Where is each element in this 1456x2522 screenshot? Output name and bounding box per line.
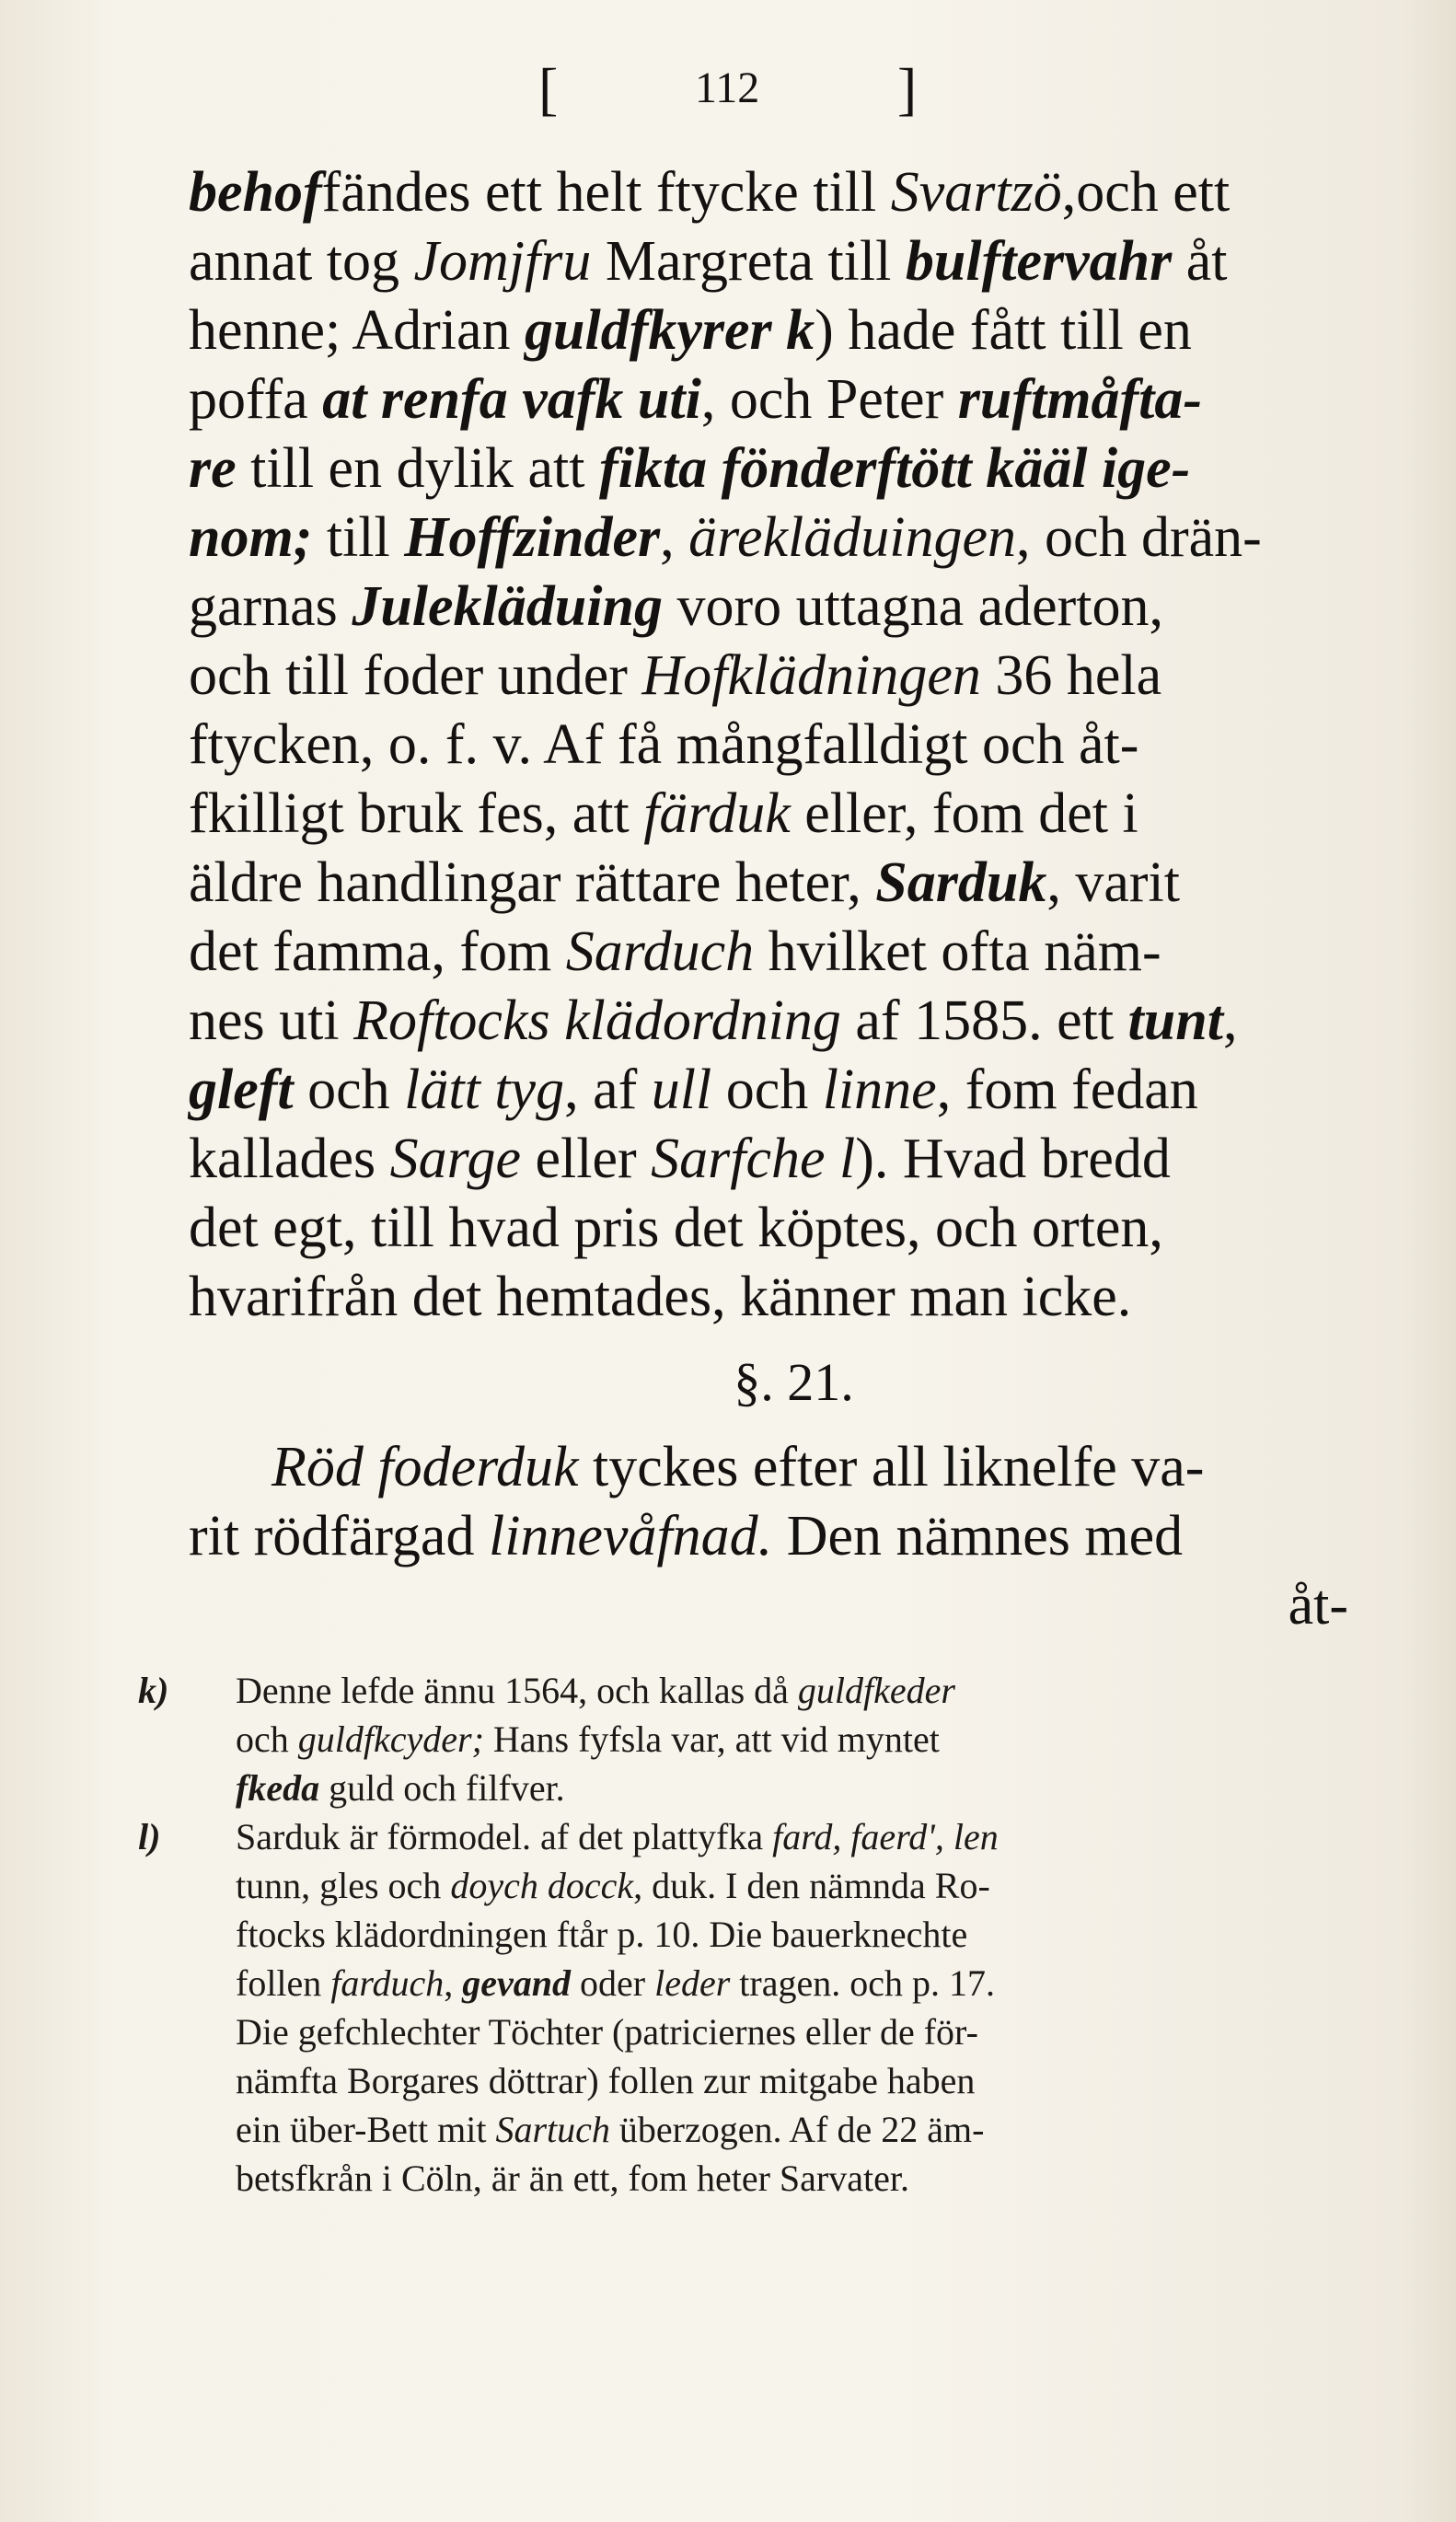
text-line <box>189 434 1362 503</box>
italic-term: fikta fönderftött kääl ige- <box>599 437 1191 500</box>
footnote-line <box>138 2105 1371 2154</box>
footnote-line <box>138 1764 1371 1812</box>
footnote-marker: l) <box>138 1816 161 1857</box>
italic-term: leder <box>654 1962 731 2004</box>
text-run: tragen. och p. 17. <box>730 1962 995 2004</box>
footnote-line <box>138 1715 1371 1764</box>
italic-term: Roftocks klädordning <box>353 989 841 1052</box>
text-run: überzogen. Af de 22 äm- <box>609 2109 985 2150</box>
italic-term: Julekläduing <box>352 575 663 638</box>
text-line <box>189 642 1362 711</box>
text-run: Denne lefde ännu 1564, och kallas då <box>236 1670 798 1711</box>
text-run: ) hade fått till en <box>815 299 1192 362</box>
text-line <box>189 365 1362 434</box>
text-line: ftycken, o. f. v. Af få mångfalldigt och åt- <box>189 713 1139 776</box>
text-run: kallades <box>189 1128 390 1190</box>
text-run: och <box>711 1059 823 1121</box>
footnote-line: nämfta Borgares döttrar) follen zur mitgabe haben <box>236 2060 976 2101</box>
italic-term: fard, faerd', len <box>772 1816 999 1857</box>
text-run: eller, fom det i <box>790 782 1138 845</box>
text-run: Margreta till <box>591 230 906 293</box>
text-run: oder <box>571 1962 655 2004</box>
text-line <box>189 918 1362 987</box>
italic-term: Sartuch <box>495 2109 610 2150</box>
text-run: voro uttagna aderton, <box>662 575 1163 638</box>
italic-term: gleft <box>189 1059 294 1121</box>
text-line <box>189 849 1362 918</box>
footnote-marker: k) <box>138 1670 169 1711</box>
text-run: , <box>1222 989 1238 1052</box>
text-run: nes uti <box>189 989 354 1052</box>
italic-term: guldfkyrer k <box>525 299 815 362</box>
italic-term: ull <box>651 1059 712 1121</box>
text-run: ). Hvad bredd <box>855 1128 1171 1190</box>
text-run: , fom fedan <box>936 1059 1198 1121</box>
bracket-left: [ <box>538 56 559 121</box>
text-line: hvarifrån det hemtades, känner man icke. <box>189 1266 1132 1328</box>
italic-term: Hoffzinder <box>404 506 661 569</box>
text-run: till en dylik att <box>236 437 599 500</box>
text-run: ein über-Bett mit <box>236 2109 496 2150</box>
text-run: , duk. I den nämnda Ro- <box>633 1865 990 1906</box>
footnote-line <box>138 1959 1371 2007</box>
text-run: , och Peter <box>700 368 958 431</box>
text-line <box>189 780 1362 849</box>
italic-term: linnevåfnad. <box>488 1505 773 1568</box>
text-line <box>189 573 1362 642</box>
italic-term: ärekläduingen <box>688 506 1016 569</box>
text-run: rit rödfärgad <box>189 1505 489 1568</box>
text-run: tyckes efter all liknelfe va- <box>578 1436 1205 1498</box>
text-run: , varit <box>1046 851 1180 914</box>
text-run: , och drän- <box>1016 506 1262 569</box>
italic-term: ruftmåfta- <box>957 368 1202 431</box>
text-run: och <box>236 1718 298 1760</box>
text-run: äldre handlingar rättare heter, <box>189 851 876 914</box>
text-run: , af <box>564 1059 652 1121</box>
footnote-line <box>138 1861 1371 1910</box>
text-line <box>189 1433 1362 1502</box>
footnote-line <box>138 1666 1371 1715</box>
text-run: , <box>444 1962 463 2004</box>
text-run: fkilligt bruk fes, att <box>189 782 644 845</box>
italic-term: Hofklädningen <box>641 644 981 707</box>
italic-term: Svartzö <box>890 161 1062 224</box>
text-run: , <box>660 506 689 569</box>
italic-term: Sarduk <box>875 851 1047 914</box>
text-run: guld och filfver. <box>319 1767 565 1809</box>
text-line <box>189 158 1362 227</box>
italic-term: fkeda <box>236 1767 320 1809</box>
text-run: henne; Adrian <box>189 299 526 362</box>
text-run: af 1585. ett <box>840 989 1128 1052</box>
italic-term: Röd foderduk <box>272 1436 579 1498</box>
text-run: hvilket ofta näm- <box>754 920 1161 983</box>
text-line <box>189 1125 1362 1194</box>
italic-term: gevand <box>462 1962 572 2004</box>
italic-term: guldfkeder <box>797 1670 955 1711</box>
footnote-line: betsfkrån i Cöln, är än ett, fom heter Sarvater. <box>236 2158 909 2199</box>
italic-term: at renfa vafk uti <box>322 368 701 431</box>
footnotes <box>138 1666 1371 2203</box>
italic-term: nom; <box>189 506 313 569</box>
italic-term: doych docck <box>450 1865 634 1906</box>
footnote-line <box>138 1812 1371 1861</box>
text-run: och till foder under <box>189 644 642 707</box>
text-run: eller <box>521 1128 652 1190</box>
text-run: till <box>312 506 405 569</box>
bracket-right: ] <box>897 56 918 121</box>
italic-term: Sarfche l <box>651 1128 856 1190</box>
italic-term: behof <box>189 161 322 224</box>
text-run: garnas <box>189 575 352 638</box>
text-line <box>189 227 1362 296</box>
text-run: åt <box>1172 230 1228 293</box>
text-run: annat tog <box>189 230 414 293</box>
text-run: Sarduk är förmodel. af det plattyfka <box>236 1816 773 1857</box>
italic-term: tunt <box>1127 989 1223 1052</box>
catchword: åt- <box>1288 1574 1348 1637</box>
italic-term: bulftervahr <box>905 230 1173 293</box>
text-run: 36 hela <box>980 644 1162 707</box>
italic-term: Sarduch <box>565 920 755 983</box>
italic-term: Sarge <box>389 1128 521 1190</box>
text-line <box>189 503 1362 573</box>
text-run: follen <box>236 1962 331 2004</box>
text-line <box>189 296 1362 365</box>
italic-term: re <box>189 437 237 500</box>
text-run: Hans fyfsla var, att vid myntet <box>483 1718 940 1760</box>
text-run: ,och ett <box>1061 161 1231 224</box>
text-line: det egt, till hvad pris det köptes, och orten, <box>189 1197 1163 1259</box>
text-run: tunn, gles och <box>236 1865 451 1906</box>
italic-term: guldfkcyder; <box>297 1718 484 1760</box>
text-run: Den nämnes med <box>772 1505 1184 1568</box>
footnote-line: Die gefchlechter Töchter (patriciernes eller de för- <box>236 2011 978 2053</box>
italic-term: linne <box>822 1059 937 1121</box>
text-line <box>189 987 1362 1056</box>
text-run: och <box>293 1059 405 1121</box>
section-heading: §. 21. <box>734 1352 854 1412</box>
text-line <box>189 1056 1362 1125</box>
footnote-line: ftocks klädordningen ftår p. 10. Die bauerknechte <box>236 1914 968 1955</box>
page-header <box>0 55 1456 156</box>
text-line <box>189 1502 1362 1571</box>
text-run: det famma, fom <box>189 920 566 983</box>
page-number: 112 <box>695 64 760 112</box>
italic-term: Jomjfru <box>413 230 592 293</box>
italic-term: farduch <box>330 1962 445 2004</box>
italic-term: lätt tyg <box>404 1059 565 1121</box>
text-run: fändes ett helt ftycke till <box>321 161 891 224</box>
italic-term: färduk <box>643 782 791 845</box>
text-run: poffa <box>189 368 323 431</box>
main-text <box>189 158 1362 1640</box>
